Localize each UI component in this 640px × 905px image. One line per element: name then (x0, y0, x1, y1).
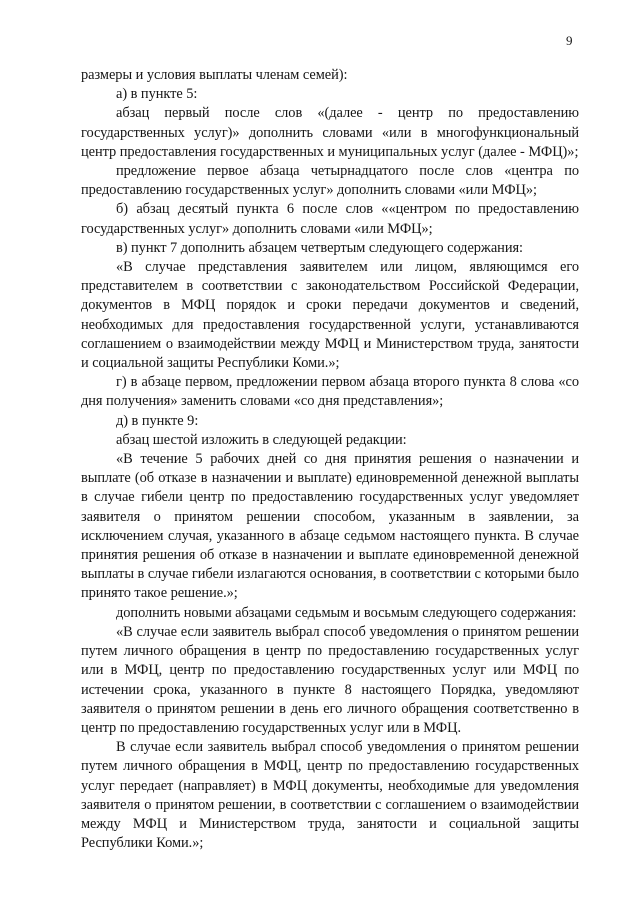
page-number: 9 (566, 33, 573, 48)
paragraph-d-seventh-quote: «В случае если заявитель выбрал способ уведомления о принятом решении путем личного обращения в центр по предоставлению государственных услуг или в МФЦ, центр по предоставлению государственных услуг или МФЦ по истечении срока, указанного в пункте 8 настоящего Порядка, уведомляют заявителя о принятом решении в день его личного обращения соответственно в центр по предоставлению государственных услуг или в МФЦ. (81, 623, 579, 736)
paragraph-d-new: дополнить новыми абзацами седьмым и восьмым следующего содержания: (116, 604, 577, 621)
paragraph-item-g: г) в абзаце первом, предложении первом абзаца второго пункта 8 слова «со дня получения» заменить словами «со дня представления»; (81, 374, 579, 410)
paragraph-intro: размеры и условия выплаты членам семей): (81, 67, 348, 83)
paragraph-item-v: в) пункт 7 дополнить абзацем четвертым следующего содержания: (116, 239, 523, 256)
paragraph-d-eighth-quote: В случае если заявитель выбрал способ уведомления о принятом решении путем личного обращения в МФЦ, центр по предоставлению государственных услуг передает (направляет) в МФЦ документы, необходимые для уведомления заявителя о принятом решении, в соответствии с соглашением о взаимодействии между МФЦ и Министерством труда, занятости и социальной защиты Республики Коми.»; (81, 739, 579, 852)
paragraph-item-a: а) в пункте 5: (116, 86, 198, 103)
paragraph-a-second: предложение первое абзаца четырнадцатого после слов «центра по предоставлению государственных услуг» дополнить словами «или МФЦ»; (81, 163, 579, 199)
paragraph-item-d: д) в пункте 9: (116, 412, 199, 429)
paragraph-item-b: б) абзац десятый пункта 6 после слов ««центром по предоставлению государственных услуг» дополнить словами «или МФЦ»; (81, 201, 579, 237)
paragraph-v-quote: «В случае представления заявителем или лицом, являющимся его представителем в соответствии с законодательством Российской Федерации, документов в МФЦ порядок и сроки передачи документов и сведений, необходимых для предоставления государственной услуги, устанавливаются соглашением о взаимодействии между МФЦ и Министерством труда, занятости и социальной защиты Республики Коми.»; (81, 259, 579, 372)
document-body (81, 66, 579, 853)
paragraph-a-first: абзац первый после слов «(далее - центр по предоставлению государственных услуг)» дополнить словами «или в многофункциональный центр предоставления государственных и муниципальных услуг (далее - МФЦ)»; (81, 105, 579, 160)
paragraph-d-sixth-quote: «В течение 5 рабочих дней со дня принятия решения о назначении и выплате (об отказе в назначении и выплате) единовременной денежной выплаты в случае гибели центр по предоставлению государственных услуг уведомляет заявителя о принятом решении способом, указанным в заявлении, за исключением случая, указанного в абзаце седьмом настоящего пункта. В случае принятия решения об отказе в назначении и выплате единовременной денежной выплаты в случае гибели излагаются основания, в соответствии с которыми было принято такое решение.»; (81, 451, 579, 602)
paragraph-d-sixth: абзац шестой изложить в следующей редакции: (116, 431, 407, 448)
